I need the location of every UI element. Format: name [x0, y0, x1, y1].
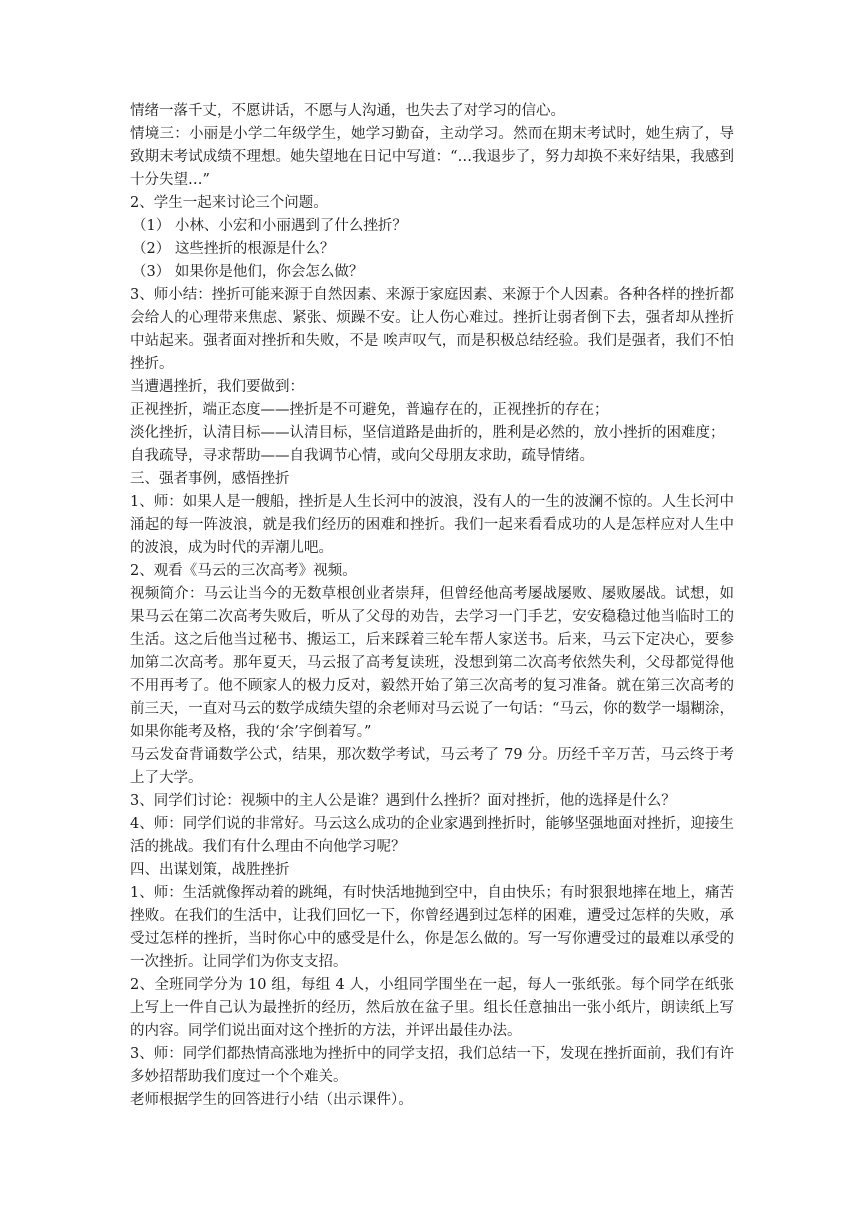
document-body	[130, 100, 734, 1112]
question-item: （3） 如果你是他们，你会怎么做？	[132, 264, 364, 280]
question-item: （2） 这些挫折的根源是什么？	[132, 241, 335, 257]
question-item: （1） 小林、小宏和小丽遇到了什么挫折？	[132, 218, 407, 234]
paragraph: 当遭遇挫折，我们要做到：	[130, 379, 304, 395]
section-heading: 四、出谋划策，战胜挫折	[130, 862, 290, 878]
paragraph: 视频简介：马云让当今的无数草根创业者崇拜，但曾经他高考屡战屡败、屡败屡战。试想，如果马云在第二次高考失败后，听从了父母的劝告，去学习一门手艺，安安稳稳过他当临时工的生活。这之后他当过秘书、搬运工，后来踩着三轮车帮人家送书。后来，马云下定决心，要参加第二次高考。那年夏天，马云报了高考复读班，没想到第二次高考依然失利，父母都觉得他不用再考了。他不顾家人的极力反对，毅然开始了第三次高考的复习准备。就在第三次高考的前三天，一直对马云的数学成绩失望的余老师对马云说了一句话：“马云，你的数学一塌糊涂，如果你能考及格，我的‘余’字倒着写。”	[130, 586, 734, 740]
section-heading: 三、强者事例，感悟挫折	[130, 471, 290, 487]
paragraph: 正视挫折，端正态度——挫折是不可避免，普遍存在的，正视挫折的存在；	[130, 402, 609, 418]
paragraph: 情绪一落千丈，不愿讲话，不愿与人沟通，也失去了对学习的信心。	[130, 103, 565, 119]
paragraph: 马云发奋背诵数学公式，结果，那次数学考试，马云考了 79 分。历经千辛万苦，马云终于考上了大学。	[130, 747, 734, 786]
paragraph: 2、观看《马云的三次高考》视频。	[130, 563, 357, 579]
paragraph: 自我疏导，寻求帮助——自我调节心情，或向父母朋友求助，疏导情绪。	[130, 448, 594, 464]
section-item: 2、学生一起来讨论三个问题。	[130, 195, 328, 211]
paragraph: 3、师：同学们都热情高涨地为挫折中的同学支招，我们总结一下，发现在挫折面前，我们有许多妙招帮助我们度过一个个难关。	[130, 1046, 734, 1085]
paragraph: 3、师小结：挫折可能来源于自然因素、来源于家庭因素、来源于个人因素。各种各样的挫折都会给人的心理带来焦虑、紧张、烦躁不安。让人伤心难过。挫折让弱者倒下去，强者却从挫折中站起来。强者面对挫折和失败，不是 唉声叹气，而是积极总结经验。我们是强者，我们不怕挫折。	[130, 287, 734, 372]
paragraph: 3、同学们讨论：视频中的主人公是谁？遇到什么挫折？面对挫折，他的选择是什么？	[130, 793, 676, 809]
paragraph: 4、师：同学们说的非常好。马云这么成功的企业家遇到挫折时，能够坚强地面对挫折，迎接生活的挑战。我们有什么理由不向他学习呢？	[130, 816, 734, 855]
paragraph: 1、师：如果人是一艘船，挫折是人生长河中的波浪，没有人的一生的波澜不惊的。人生长河中涌起的每一阵波浪，就是我们经历的困难和挫折。我们一起来看看成功的人是怎样应对人生中的波浪，成为时代的弄潮儿吧。	[130, 494, 734, 556]
paragraph: 情境三：小丽是小学二年级学生，她学习勤奋，主动学习。然而在期末考试时，她生病了，导致期末考试成绩不理想。她失望地在日记中写道：“…我退步了，努力却换不来好结果，我感到十分失望…”	[130, 126, 734, 188]
paragraph: 淡化挫折，认清目标——认清目标，坚信道路是曲折的，胜利是必然的，放小挫折的困难度；	[130, 425, 725, 441]
paragraph: 老师根据学生的回答进行小结（出示课件）。	[130, 1092, 413, 1108]
paragraph: 1、师：生活就像挥动着的跳绳，有时快活地抛到空中，自由快乐；有时狠狠地摔在地上，痛苦挫败。在我们的生活中，让我们回忆一下，你曾经遇到过怎样的困难，遭受过怎样的失败，承受过怎样的挫折，当时你心中的感受是什么，你是怎么做的。写一写你遭受过的最难以承受的一次挫折。让同学们为你支支招。	[130, 885, 734, 970]
paragraph: 2、全班同学分为 10 组，每组 4 人，小组同学围坐在一起，每人一张纸张。每个同学在纸张上写上一件自己认为最挫折的经历，然后放在盆子里。组长任意抽出一张小纸片，朗读纸上写的内容。同学们说出面对这个挫折的方法，并评出最佳办法。	[130, 977, 734, 1039]
